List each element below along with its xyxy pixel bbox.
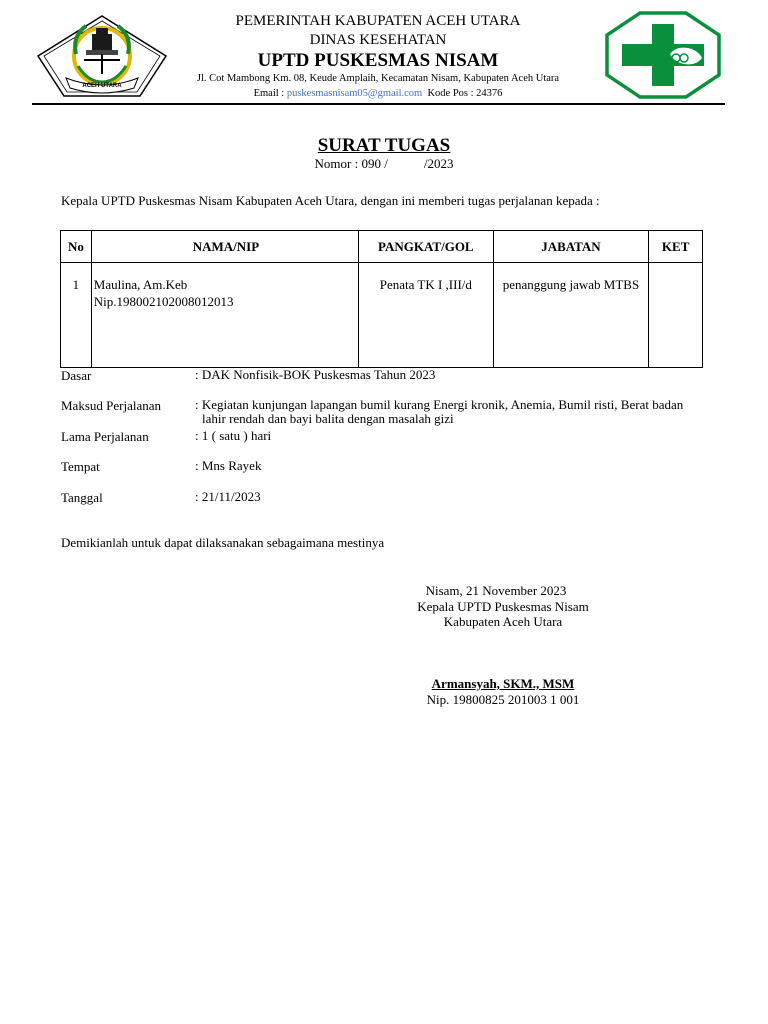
email-label: Email : [253,88,287,99]
assignee-table [60,230,703,368]
maksud-line2: lahir rendah dan bayi balita dengan masalah gizi [202,411,454,426]
dasar-value: : DAK Nonfisik-BOK Puskesmas Tahun 2023 [195,367,436,382]
lama-label: Lama Perjalanan [61,429,149,444]
intro-text: Kepala UPTD Puskesmas Nisam Kabupaten Aceh Utara, dengan ini memberi tugas perjalanan kepada : [61,193,600,208]
maksud-line1: : Kegiatan kunjungan lapangan bumil kurang Energi kronik, Anemia, Bumil risti, Berat badan [195,397,684,412]
signature-position1: Kepala UPTD Puskesmas Nisam [417,599,589,614]
cell-no: 1 [61,263,92,368]
header-contact [150,88,606,99]
table-row [61,263,703,368]
col-no: No [61,231,92,263]
email-link[interactable]: puskesmasnisam05@gmail.com [286,88,423,99]
puskesmas-logo-icon [604,10,722,100]
maksud-value [195,398,715,426]
header-address: Jl. Cot Mambong Km. 08, Keude Amplaih, Kecamatan Nisam, Kabupaten Aceh Utara [196,73,560,84]
header-institution: UPTD PUSKESMAS NISAM [257,50,499,71]
header-divider [32,103,725,105]
col-pangkat: PANGKAT/GOL [359,231,493,263]
cell-ket [649,263,703,368]
document-title: SURAT TUGAS [317,135,451,156]
tanggal-label: Tanggal [61,490,103,505]
dasar-label: Dasar [61,368,92,383]
maksud-label: Maksud Perjalanan [61,398,162,413]
tanggal-value: : 21/11/2023 [195,489,261,504]
svg-text:ACEH UTARA: ACEH UTARA [82,83,122,89]
signature-position2: Kabupaten Aceh Utara [443,614,563,629]
signatory-name: Armansyah, SKM., MSM [431,676,575,691]
tempat-label: Tempat [61,459,100,474]
table-header-row [61,231,703,263]
cell-nama [91,263,358,368]
signatory-nip: Nip. 19800825 201003 1 001 [426,692,580,707]
header-government: PEMERINTAH KABUPATEN ACEH UTARA [235,13,521,29]
cell-pangkat: Penata TK I ,III/d [359,263,493,368]
assignee-nip: Nip.198002102008012013 [93,294,234,309]
assignee-name: Maulina, Am.Keb [93,277,188,292]
aceh-utara-emblem-icon [36,14,168,98]
cell-jabatan: penanggung jawab MTBS [493,263,649,368]
closing-text: Demikianlah untuk dapat dilaksanakan sebagaimana mestinya [61,535,385,550]
col-ket: KET [649,231,703,263]
document-number: Nomor : 090 / /2023 [314,156,454,171]
signature-place-date: Nisam, 21 November 2023 [425,583,567,598]
postal-code: Kode Pos : 24376 [427,88,503,99]
col-jabatan: JABATAN [493,231,649,263]
tempat-value: : Mns Rayek [195,458,262,473]
header-department: DINAS KESEHATAN [309,32,447,48]
lama-value: : 1 ( satu ) hari [195,428,272,443]
col-nama: NAMA/NIP [91,231,358,263]
